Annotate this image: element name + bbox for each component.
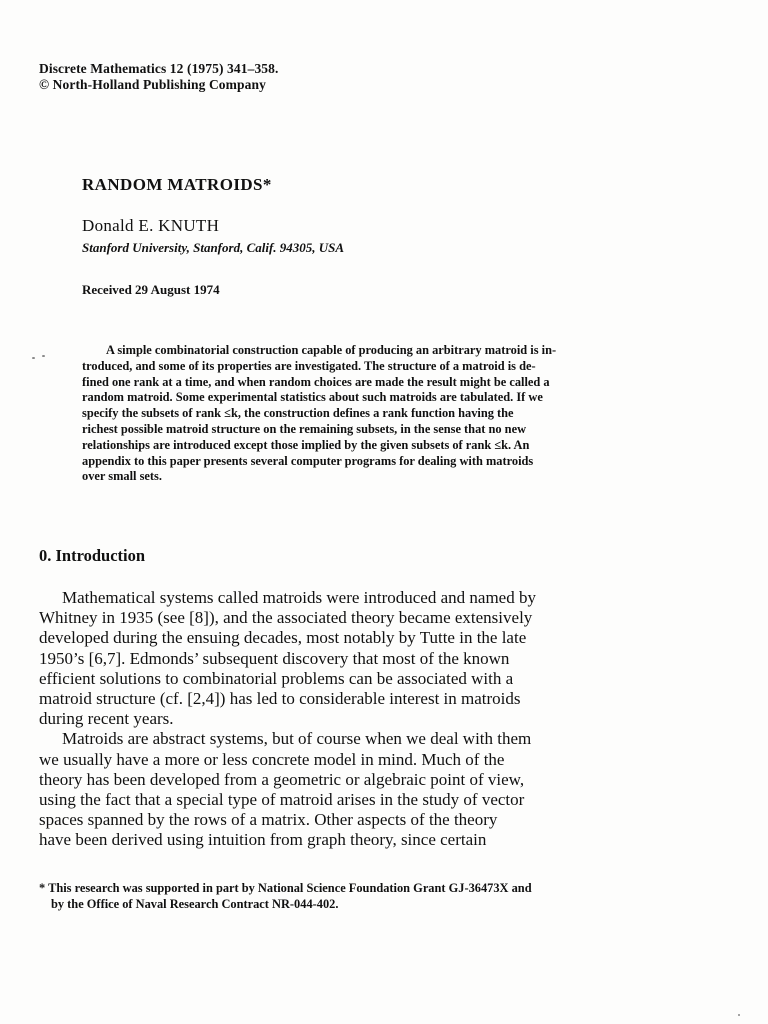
body-line: using the fact that a special type of matroid arises in the study of vector xyxy=(39,790,525,810)
body-line: Matroids are abstract systems, but of course when we deal with them xyxy=(62,729,532,749)
footnote xyxy=(39,881,532,912)
scan-speck xyxy=(738,1014,740,1016)
scan-speck xyxy=(32,357,35,359)
journal-citation: Discrete Mathematics 12 (1975) 341–358. xyxy=(39,61,279,76)
body-line: we usually have a more or less concrete model in mind. Much of the xyxy=(39,749,505,769)
abstract-line: troduced, and some of its properties are investigated. The structure of a matroid is de- xyxy=(82,358,536,373)
abstract-line: appendix to this paper presents several computer programs for dealing with matroids xyxy=(82,453,534,468)
body-line: developed during the ensuing decades, most notably by Tutte in the late xyxy=(39,628,527,648)
body-line: have been derived using intuition from graph theory, since certain xyxy=(39,830,487,850)
abstract-line: A simple combinatorial construction capable of producing an arbitrary matroid is in- xyxy=(106,343,557,357)
author-affiliation: Stanford University, Stanford, Calif. 94305, USA xyxy=(82,240,345,255)
body-line: efficient solutions to combinatorial problems can be associated with a xyxy=(39,668,514,688)
footnote-line: * This research was supported in part by National Science Foundation Grant GJ-36473X and xyxy=(39,881,532,895)
body-line: matroid structure (cf. [2,4]) has led to considerable interest in matroids xyxy=(39,689,521,709)
body-line: 1950’s [6,7]. Edmonds’ subsequent discovery that most of the known xyxy=(39,648,510,668)
abstract-line: fined one rank at a time, and when random choices are made the result might be called a xyxy=(82,374,550,389)
abstract-line: specify the subsets of rank ≤k, the construction defines a rank function having the xyxy=(82,406,514,421)
abstract-line: relationships are introduced except those implied by the given subsets of rank ≤k. An xyxy=(82,437,530,452)
body-line: theory has been developed from a geometric or algebraic point of view, xyxy=(39,769,525,789)
abstract-line: richest possible matroid structure on the remaining subsets, in the sense that no new xyxy=(82,421,527,436)
footnote-line: by the Office of Naval Research Contract NR-044-402. xyxy=(51,896,339,911)
body-line: Whitney in 1935 (see [8]), and the associated theory became extensively xyxy=(39,608,533,628)
section-heading: 0. Introduction xyxy=(39,546,146,565)
article-title: RANDOM MATROIDS* xyxy=(82,175,272,194)
author-name: Donald E. KNUTH xyxy=(82,216,220,235)
publisher-line: © North-Holland Publishing Company xyxy=(39,77,266,92)
body-line: during recent years. xyxy=(39,709,174,729)
abstract-line: random matroid. Some experimental statistics about such matroids are tabulated. If we xyxy=(82,390,543,405)
body-line: spaces spanned by the rows of a matrix. Other aspects of the theory xyxy=(39,810,498,830)
abstract xyxy=(82,343,666,485)
abstract-line: over small sets. xyxy=(82,469,162,484)
received-date: Received 29 August 1974 xyxy=(82,282,220,297)
scan-speck xyxy=(42,355,45,357)
section-body xyxy=(39,588,679,851)
body-line: Mathematical systems called matroids were introduced and named by xyxy=(62,588,536,607)
